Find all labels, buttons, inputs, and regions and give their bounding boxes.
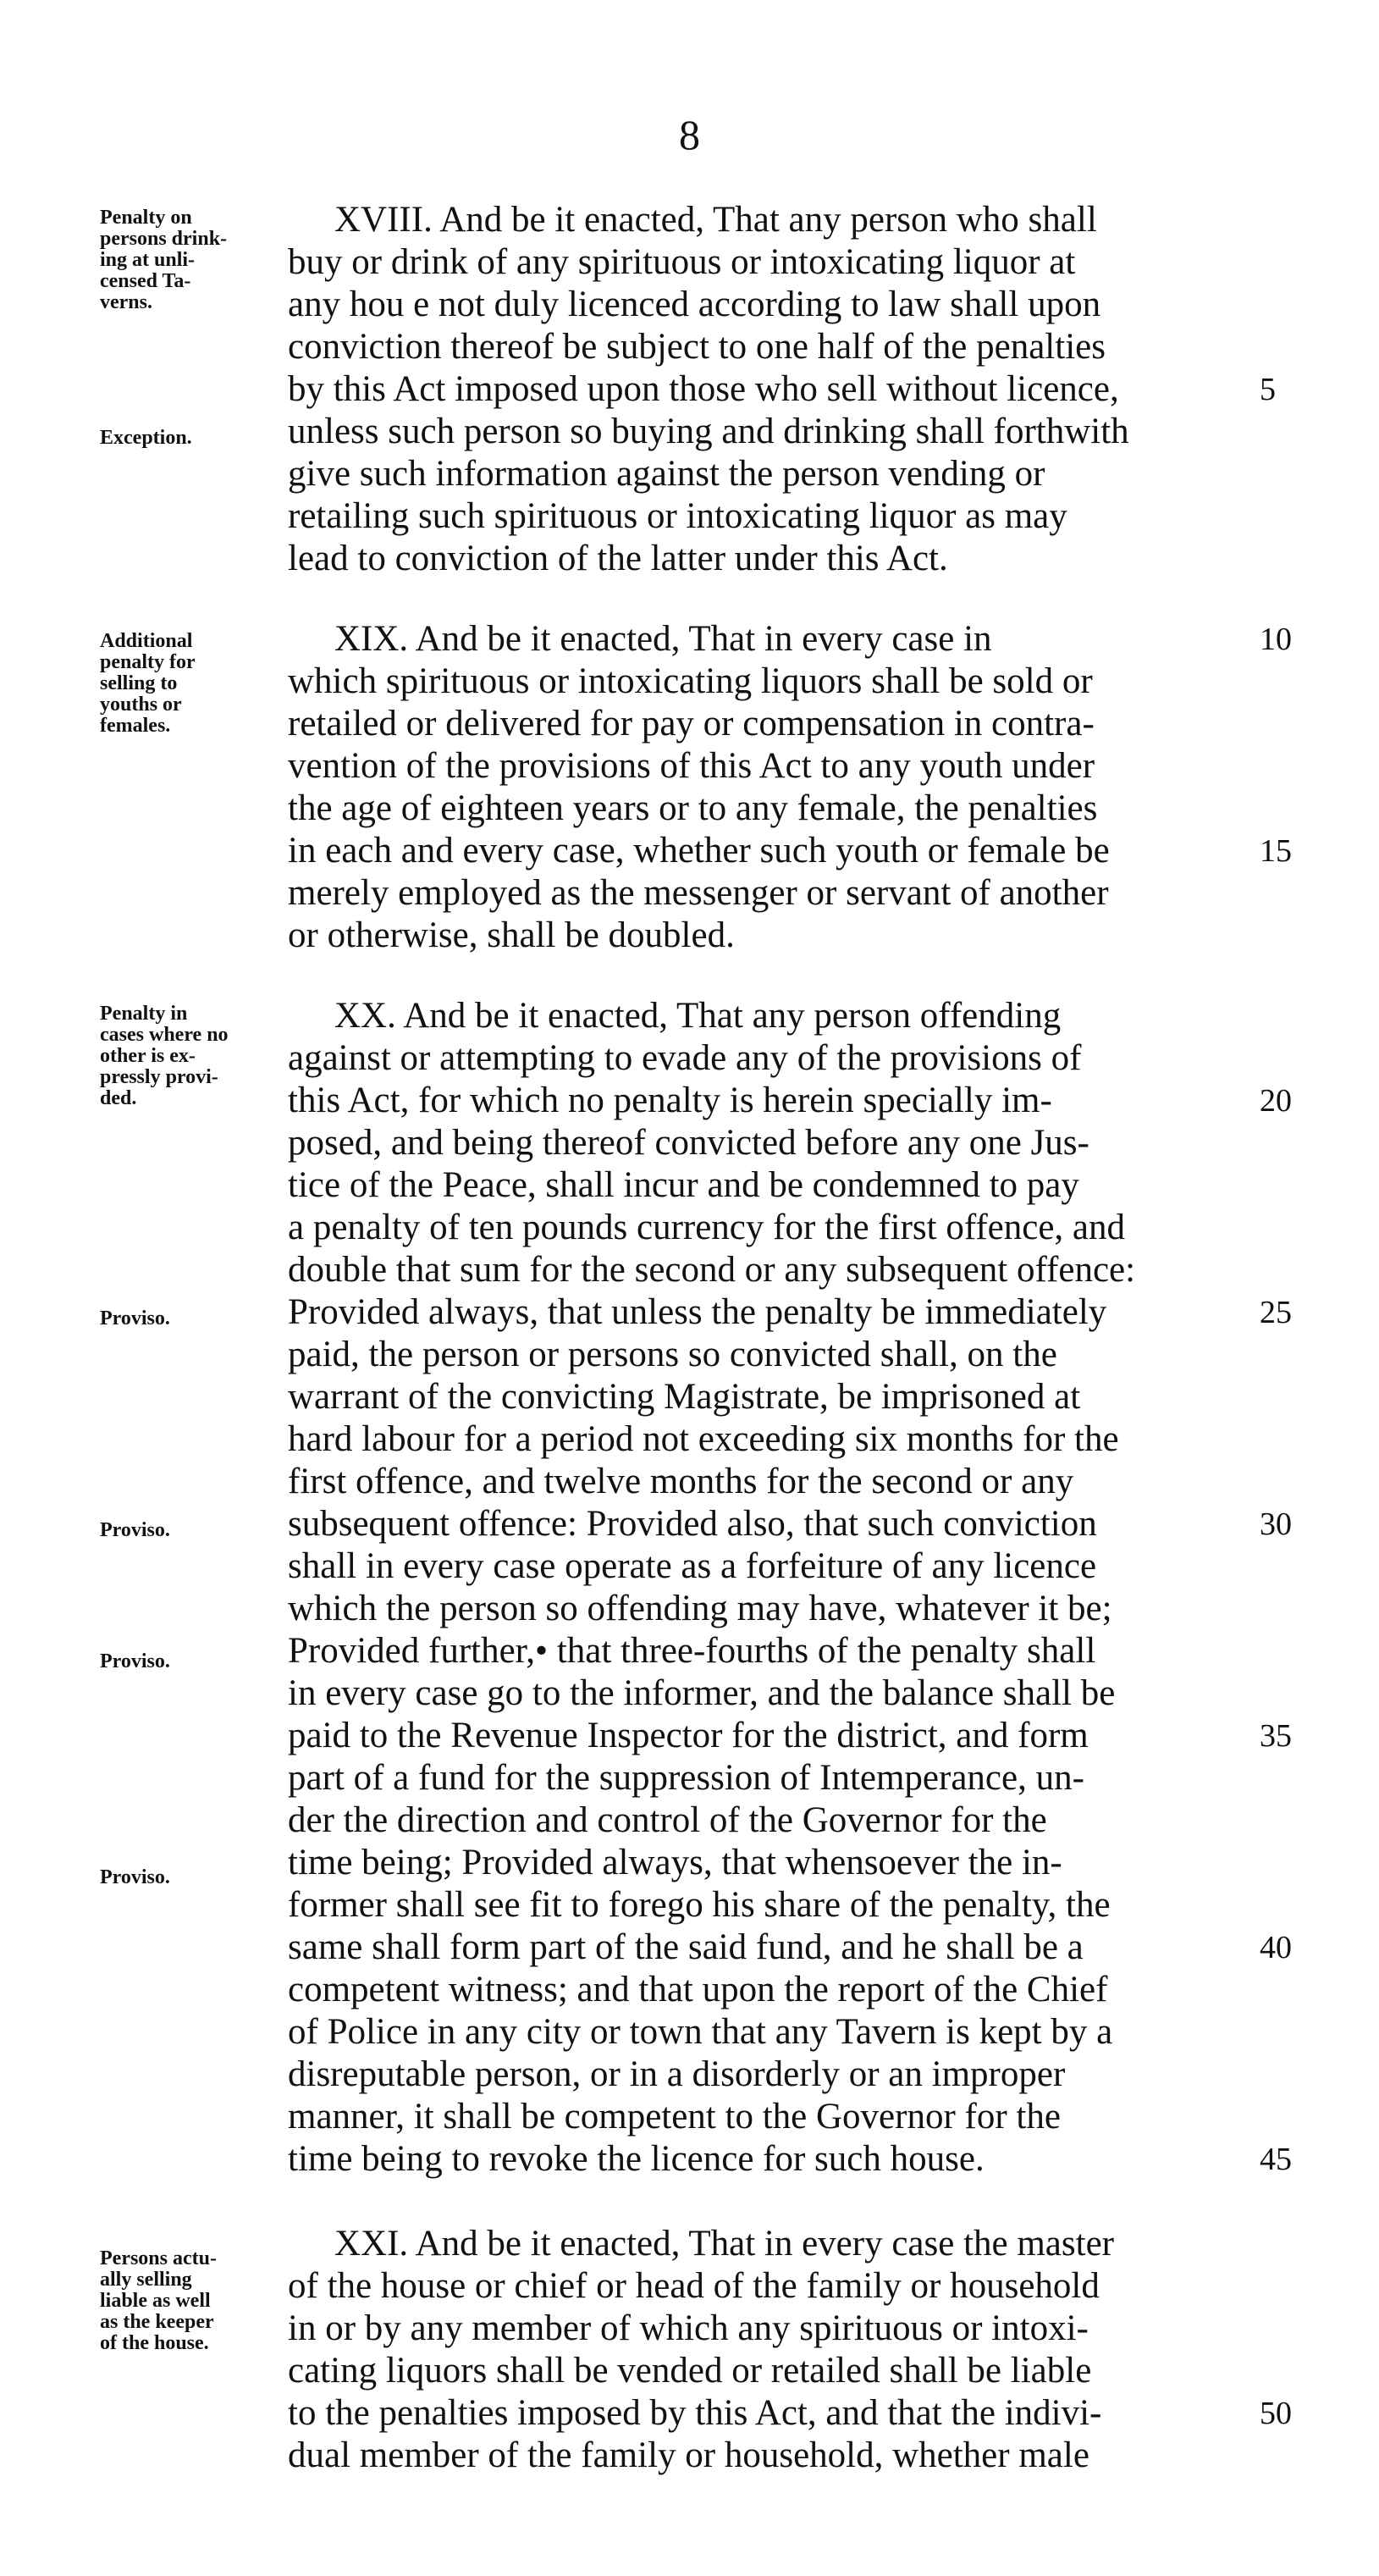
- text-line: paid to the Revenue Inspector for the district, and form: [288, 1716, 1089, 1755]
- margin-note-line: Penalty on: [100, 207, 192, 229]
- margin-note-line: other is ex-: [100, 1045, 196, 1067]
- text-line: der the direction and control of the Governor for the: [288, 1800, 1047, 1840]
- text-line: this Act, for which no penalty is herein specially im-: [288, 1081, 1052, 1120]
- margin-note-line: as the keeper: [100, 2311, 214, 2333]
- page-number: 8: [679, 111, 700, 158]
- margin-note-line: Proviso.: [100, 1519, 170, 1541]
- text-line: tice of the Peace, shall incur and be condemned to pay: [288, 1165, 1079, 1205]
- text-line: give such information against the person vending or: [288, 454, 1045, 494]
- margin-note-line: Exception.: [100, 427, 192, 449]
- text-line: of Police in any city or town that any Tavern is kept by a: [288, 2012, 1113, 2052]
- margin-note-line: Proviso.: [100, 1307, 170, 1329]
- margin-note-line: selling to: [100, 672, 178, 694]
- text-line: cating liquors shall be vended or retailed shall be liable: [288, 2351, 1092, 2391]
- text-line: any hou e not duly licenced according to law shall upon: [288, 285, 1101, 324]
- text-line: double that sum for the second or any subsequent offence:: [288, 1250, 1136, 1290]
- text-line: in each and every case, whether such youth or female be: [288, 831, 1110, 871]
- text-line: merely employed as the messenger or servant of another: [288, 873, 1109, 913]
- text-line: or otherwise, shall be doubled.: [288, 915, 735, 955]
- margin-note-line: censed Ta-: [100, 270, 191, 292]
- line-number: 25: [1260, 1295, 1292, 1330]
- line-number: 15: [1260, 833, 1292, 869]
- margin-note-line: pressly provi-: [100, 1066, 218, 1088]
- line-number: 20: [1260, 1083, 1292, 1119]
- text-line: conviction thereof be subject to one half of the penalties: [288, 327, 1106, 367]
- text-line: paid, the person or persons so convicted shall, on the: [288, 1335, 1057, 1374]
- line-number: 35: [1260, 1718, 1292, 1754]
- line-number: 10: [1260, 622, 1292, 657]
- line-number: 40: [1260, 1930, 1292, 1965]
- text-line: Provided always, that unless the penalty be immediately: [288, 1292, 1107, 1332]
- text-line: against or attempting to evade any of the provisions of: [288, 1038, 1082, 1078]
- margin-note: [100, 631, 278, 737]
- text-line: time being; Provided always, that whensoever the in-: [288, 1843, 1062, 1882]
- text-line: unless such person so buying and drinking shall forthwith: [288, 412, 1129, 451]
- text-line: vention of the provisions of this Act to any youth under: [288, 746, 1095, 786]
- text-line: part of a fund for the suppression of Intemperance, un-: [288, 1758, 1084, 1798]
- text-line: dual member of the family or household, whether male: [288, 2435, 1089, 2475]
- text-line: first offence, and twelve months for the second or any: [288, 1462, 1074, 1501]
- margin-note-line: penalty for: [100, 651, 196, 673]
- margin-note-line: Proviso.: [100, 1866, 170, 1888]
- text-line: retailing such spirituous or intoxicating liquor as may: [288, 496, 1067, 536]
- margin-note-line: ded.: [100, 1087, 137, 1109]
- margin-note: [100, 1867, 278, 1888]
- margin-note: [100, 2248, 278, 2354]
- text-line: in every case go to the informer, and the balance shall be: [288, 1673, 1116, 1713]
- text-line: a penalty of ten pounds currency for the first offence, and: [288, 1208, 1126, 1247]
- line-number: 5: [1260, 372, 1276, 407]
- section-heading-line: XX. And be it enacted, That any person offending: [334, 996, 1062, 1036]
- margin-note: [100, 1520, 278, 1541]
- text-line: manner, it shall be competent to the Governor for the: [288, 2097, 1061, 2137]
- text-line: shall in every case operate as a forfeiture of any licence: [288, 1546, 1097, 1586]
- text-line: posed, and being thereof convicted before any one Jus-: [288, 1123, 1089, 1163]
- text-line: in or by any member of which any spirituous or intoxi-: [288, 2308, 1089, 2348]
- margin-note-line: liable as well: [100, 2290, 211, 2312]
- section-heading-line: XXI. And be it enacted, That in every case the master: [334, 2224, 1114, 2264]
- text-line: which the person so offending may have, whatever it be;: [288, 1589, 1112, 1628]
- margin-note-line: Additional: [100, 630, 193, 652]
- text-line: hard labour for a period not exceeding six months for the: [288, 1419, 1119, 1459]
- margin-note-line: females.: [100, 715, 171, 737]
- text-line: retailed or delivered for pay or compensation in contra-: [288, 704, 1095, 744]
- text-line: warrant of the convicting Magistrate, be imprisoned at: [288, 1377, 1081, 1417]
- margin-note-line: verns.: [100, 291, 152, 313]
- margin-note-line: of the house.: [100, 2332, 209, 2354]
- text-line: Provided further,• that three-fourths of the penalty shall: [288, 1631, 1096, 1671]
- text-line: time being to revoke the licence for such house.: [288, 2139, 985, 2179]
- text-line: buy or drink of any spirituous or intoxicating liquor at: [288, 242, 1076, 282]
- margin-note: [100, 1003, 278, 1109]
- margin-note-line: youths or: [100, 694, 182, 716]
- text-line: of the house or chief or head of the family or household: [288, 2266, 1100, 2306]
- margin-note-line: Penalty in: [100, 1003, 188, 1025]
- margin-note-line: ing at unli-: [100, 249, 196, 271]
- text-line: subsequent offence: Provided also, that such conviction: [288, 1504, 1097, 1544]
- line-number: 45: [1260, 2142, 1292, 2177]
- text-line: lead to conviction of the latter under this Act.: [288, 539, 948, 578]
- text-line: same shall form part of the said fund, and he shall be a: [288, 1927, 1084, 1967]
- margin-note-line: ally selling: [100, 2269, 192, 2291]
- text-line: the age of eighteen years or to any female, the penalties: [288, 788, 1098, 828]
- text-line: former shall see fit to forego his share of the penalty, the: [288, 1885, 1111, 1925]
- text-line: to the penalties imposed by this Act, and that the indivi-: [288, 2393, 1102, 2433]
- text-line: competent witness; and that upon the report of the Chief: [288, 1970, 1108, 2009]
- text-line: which spirituous or intoxicating liquors shall be sold or: [288, 661, 1093, 701]
- line-number: 30: [1260, 1506, 1292, 1542]
- text-line: by this Act imposed upon those who sell without licence,: [288, 369, 1119, 409]
- margin-note-line: Persons actu-: [100, 2247, 217, 2269]
- margin-note: [100, 207, 278, 313]
- section-heading-line: XVIII. And be it enacted, That any person who shall: [334, 200, 1097, 240]
- margin-note: [100, 1651, 278, 1672]
- margin-note-line: persons drink-: [100, 228, 228, 250]
- text-line: disreputable person, or in a disorderly or an improper: [288, 2054, 1066, 2094]
- line-number: 50: [1260, 2396, 1292, 2431]
- section-heading-line: XIX. And be it enacted, That in every case in: [334, 619, 992, 659]
- margin-note: [100, 1308, 278, 1329]
- margin-note: [100, 428, 278, 449]
- margin-note-line: cases where no: [100, 1024, 229, 1046]
- margin-note-line: Proviso.: [100, 1650, 170, 1672]
